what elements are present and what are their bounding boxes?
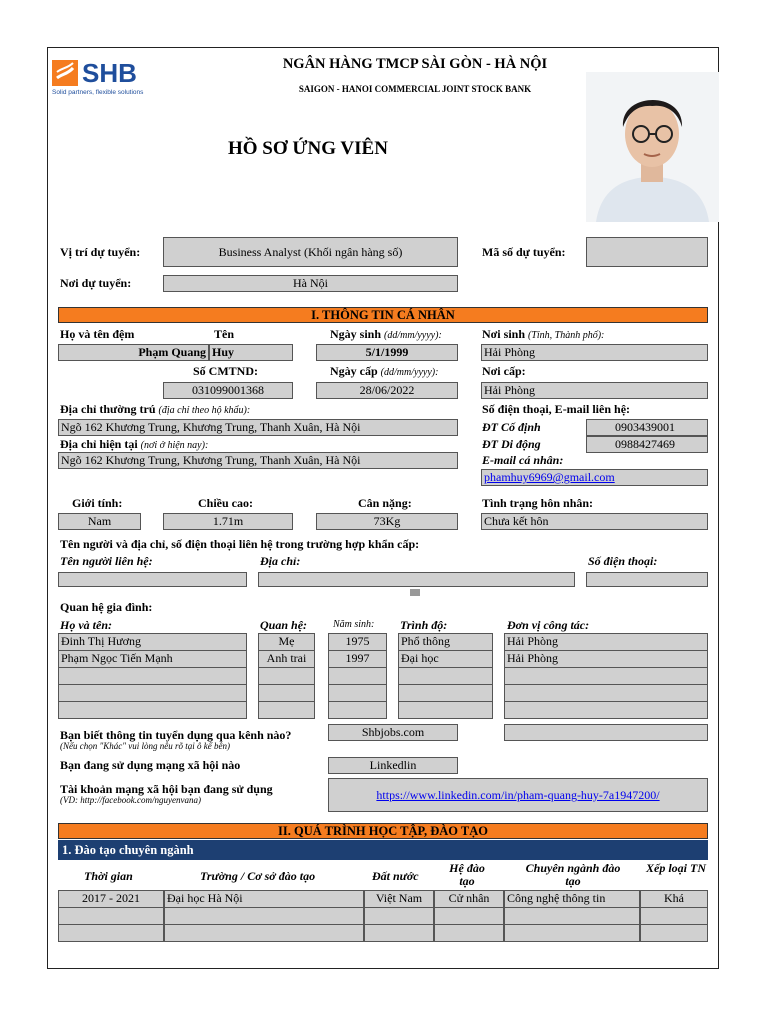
education-cell[interactable]: [58, 907, 164, 925]
social-account-hint: (VD: http://facebook.com/nguyenvana): [60, 795, 201, 805]
emergency-name-label: Tên người liên hệ:: [60, 554, 153, 568]
family-cell[interactable]: [258, 667, 315, 685]
family-cell[interactable]: [398, 684, 493, 702]
id-number-label: Số CMTND:: [193, 364, 258, 378]
location-label: Nơi dự tuyển:: [60, 276, 132, 290]
name-label: Tên: [214, 327, 235, 341]
edu-header-type: Hệ đào tạo: [449, 861, 485, 888]
education-cell[interactable]: Việt Nam: [364, 890, 434, 908]
education-cell[interactable]: [434, 907, 504, 925]
candidate-photo: [586, 72, 719, 222]
family-cell[interactable]: [328, 701, 387, 719]
family-cell[interactable]: Đại học: [398, 650, 493, 668]
education-cell[interactable]: 2017 - 2021: [58, 890, 164, 908]
landline-field[interactable]: 0903439001: [586, 419, 708, 436]
edu-header-time: Thời gian: [84, 869, 133, 883]
email-link[interactable]: phamhuy6969@gmail.com: [484, 470, 615, 484]
perm-address-field[interactable]: Ngõ 162 Khương Trung, Khương Trung, Thanh Xuân, Hà Nội: [58, 419, 458, 436]
family-header-birthyear: Năm sinh:: [333, 619, 375, 630]
issue-place-label: Nơi cấp:: [482, 364, 526, 378]
dob-label: [330, 327, 442, 342]
marital-field[interactable]: Chưa kết hôn: [481, 513, 708, 530]
family-cell[interactable]: [328, 667, 387, 685]
gender-field[interactable]: Nam: [58, 513, 141, 530]
family-cell[interactable]: 1975: [328, 633, 387, 651]
current-address-label: [60, 437, 208, 452]
education-cell[interactable]: [364, 907, 434, 925]
family-cell[interactable]: Anh trai: [258, 650, 315, 668]
education-cell[interactable]: Khá: [640, 890, 708, 908]
birthplace-label: [482, 327, 604, 342]
family-cell[interactable]: [504, 701, 708, 719]
edu-header-grade: Xếp loại TN: [646, 861, 706, 875]
family-cell[interactable]: [398, 667, 493, 685]
family-header-name: Họ và tên:: [60, 618, 112, 632]
social-account-link[interactable]: https://www.linkedin.com/in/pham-quang-huy-7a1947200/: [376, 788, 660, 802]
social-field[interactable]: Linkedlin: [328, 757, 458, 774]
mobile-label: ĐT Di động: [482, 437, 541, 451]
family-cell[interactable]: [258, 701, 315, 719]
education-cell[interactable]: [640, 907, 708, 925]
education-cell[interactable]: Đại học Hà Nội: [164, 890, 364, 908]
emergency-name-field[interactable]: [58, 572, 247, 587]
current-address-label-text: Địa chỉ hiện tại: [60, 437, 138, 451]
shb-logo: [52, 60, 152, 100]
family-cell[interactable]: [504, 667, 708, 685]
issue-place-field[interactable]: Hải Phòng: [481, 382, 708, 399]
name-field[interactable]: Huy: [209, 344, 293, 361]
surname-field[interactable]: Phạm Quang: [58, 344, 209, 361]
channel-hint: (Nếu chọn "Khác" vui lòng nêu rõ tại ô kế bên): [60, 741, 231, 751]
mobile-field[interactable]: 0988427469: [586, 436, 708, 453]
family-cell[interactable]: [328, 684, 387, 702]
social-account-field[interactable]: [328, 778, 708, 812]
family-cell[interactable]: [398, 701, 493, 719]
family-cell[interactable]: [58, 701, 247, 719]
social-account-label: Tài khoản mạng xã hội bạn đang sử dụng: [60, 782, 273, 796]
weight-field[interactable]: 73Kg: [316, 513, 458, 530]
contact-label: Số điện thoại, E-mail liên hệ:: [482, 402, 631, 416]
education-cell[interactable]: [434, 924, 504, 942]
height-field[interactable]: 1.71m: [163, 513, 293, 530]
edu-header-school: Trường / Cơ sở đào tạo: [200, 869, 316, 883]
channel-label: Bạn biết thông tin tuyển dụng qua kênh nào?: [60, 728, 292, 742]
family-cell[interactable]: 1997: [328, 650, 387, 668]
position-label: Vị trí dự tuyển:: [60, 245, 141, 259]
family-cell[interactable]: Đinh Thị Hương: [58, 633, 247, 651]
weight-label: Cân nặng:: [358, 496, 412, 510]
current-address-hint: (nơi ở hiện nay):: [140, 440, 209, 451]
perm-address-label: [60, 402, 250, 417]
education-cell[interactable]: Cử nhân: [434, 890, 504, 908]
email-label: E-mail cá nhân:: [482, 453, 564, 467]
height-label: Chiều cao:: [198, 496, 253, 510]
family-cell[interactable]: [504, 684, 708, 702]
channel-other-field[interactable]: [504, 724, 708, 741]
family-cell[interactable]: Hải Phòng: [504, 633, 708, 651]
issue-date-field[interactable]: 28/06/2022: [316, 382, 458, 399]
page-title: HỒ SƠ ỨNG VIÊN: [228, 138, 388, 159]
channel-field[interactable]: Shbjobs.com: [328, 724, 458, 741]
portrait-icon: [586, 72, 719, 222]
edu-header-country: Đất nước: [372, 869, 419, 883]
section-personal-info: I. THÔNG TIN CÁ NHÂN: [58, 307, 708, 323]
education-cell[interactable]: [58, 924, 164, 942]
section-education: II. QUÁ TRÌNH HỌC TẬP, ĐÀO TẠO: [58, 823, 708, 839]
education-cell[interactable]: Công nghệ thông tin: [504, 890, 640, 908]
shb-logo-mark-icon: [52, 60, 78, 86]
issue-date-label-text: Ngày cấp: [330, 364, 378, 378]
education-cell[interactable]: [640, 924, 708, 942]
family-header-education: Trình độ:: [400, 618, 448, 632]
bank-name-vn: NGÂN HÀNG TMCP SÀI GÒN - HÀ NỘI: [282, 56, 548, 72]
family-header-relation: Quan hệ:: [260, 618, 308, 632]
edu-header-major: Chuyên ngành đào tạo: [525, 861, 621, 888]
candidate-code-field[interactable]: [586, 237, 708, 267]
issue-date-hint: (dd/mm/yyyy):: [380, 367, 439, 378]
emergency-phone-label: Số điện thoại:: [588, 554, 658, 568]
social-label: Bạn đang sử dụng mạng xã hội nào: [60, 758, 241, 772]
education-cell[interactable]: [504, 924, 640, 942]
marital-label: Tình trạng hôn nhân:: [482, 496, 594, 510]
education-cell[interactable]: [164, 924, 364, 942]
issue-date-label: [330, 364, 438, 379]
family-cell[interactable]: Phổ thông: [398, 633, 493, 651]
emergency-address-field[interactable]: [258, 572, 575, 587]
education-cell[interactable]: [364, 924, 434, 942]
location-field[interactable]: Hà Nội: [163, 275, 458, 292]
candidate-code-label: Mã số dự tuyển:: [482, 245, 566, 259]
emergency-address-label: Địa chỉ:: [260, 554, 301, 568]
surname-label: Họ và tên đệm: [60, 327, 135, 341]
logo-text: SHB: [82, 58, 137, 88]
dob-field[interactable]: 5/1/1999: [316, 344, 458, 361]
landline-label: ĐT Cố định: [482, 420, 541, 434]
education-subsection: 1. Đào tạo chuyên ngành: [58, 840, 708, 860]
emergency-title: Tên người và địa chỉ, số điện thoại liên hệ trong trường hợp khẩn cấp:: [60, 537, 420, 551]
dob-hint: (dd/mm/yyyy):: [384, 330, 442, 341]
current-address-field[interactable]: Ngõ 162 Khương Trung, Khương Trung, Thanh Xuân, Hà Nội: [58, 452, 458, 469]
birthplace-hint: (Tỉnh, Thành phố):: [528, 330, 605, 341]
family-header-workplace: Đơn vị công tác:: [507, 618, 590, 632]
family-title: Quan hệ gia đình:: [60, 600, 153, 614]
emergency-phone-field[interactable]: [586, 572, 708, 587]
gender-label: Giới tính:: [72, 496, 123, 510]
family-cell[interactable]: [58, 667, 247, 685]
dob-label-text: Ngày sinh: [330, 327, 382, 341]
perm-address-hint: (địa chỉ theo hộ khẩu):: [158, 405, 251, 416]
family-cell[interactable]: [258, 684, 315, 702]
email-field[interactable]: [481, 469, 708, 486]
perm-address-label-text: Địa chỉ thường trú: [60, 402, 156, 416]
birthplace-field[interactable]: Hải Phòng: [481, 344, 708, 361]
family-cell[interactable]: Phạm Ngọc Tiến Mạnh: [58, 650, 247, 668]
bank-name-en: SAIGON - HANOI COMMERCIAL JOINT STOCK BANK: [298, 84, 532, 94]
education-cell[interactable]: [504, 907, 640, 925]
id-number-field[interactable]: 031099001368: [163, 382, 293, 399]
family-cell[interactable]: Hải Phòng: [504, 650, 708, 668]
birthplace-label-text: Nơi sinh: [482, 327, 525, 341]
position-field[interactable]: Business Analyst (Khối ngân hàng số): [163, 237, 458, 267]
family-cell[interactable]: Mẹ: [258, 633, 315, 651]
education-cell[interactable]: [164, 907, 364, 925]
logo-tagline: Solid partners, flexible solutions: [52, 89, 144, 96]
family-cell[interactable]: [58, 684, 247, 702]
cell-marker: [410, 589, 420, 596]
